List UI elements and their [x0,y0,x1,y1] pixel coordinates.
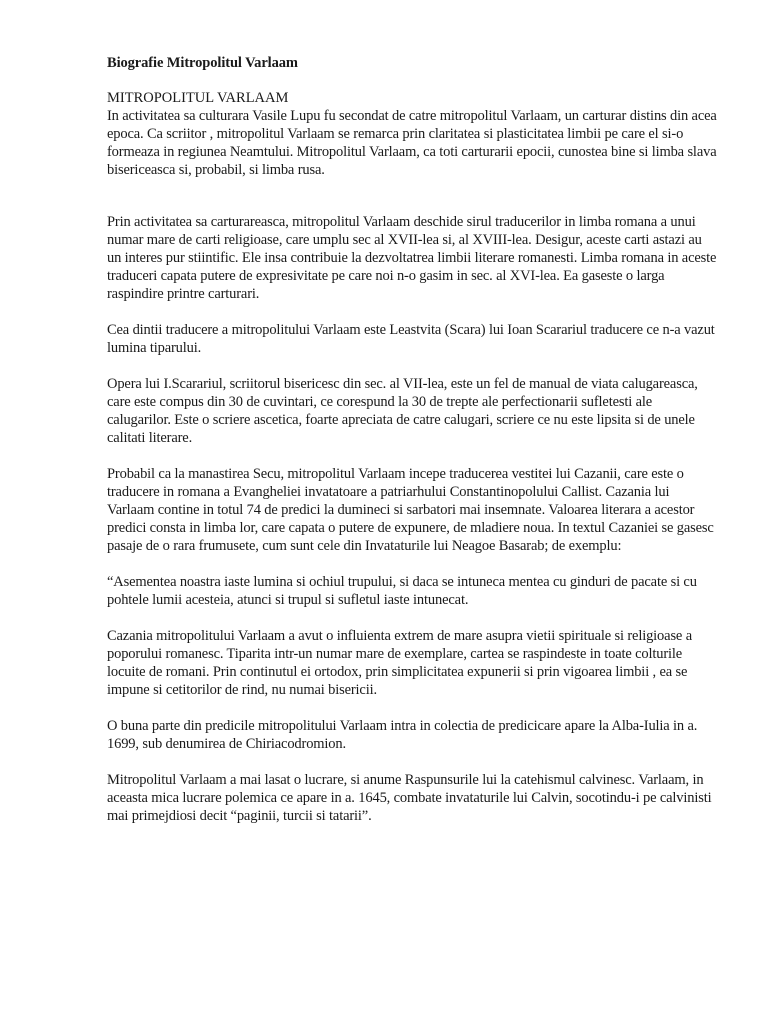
document-page [107,54,717,825]
paragraph-raspunsurile: Mitropolitul Varlaam a mai lasat o lucrare, si anume Raspunsurile lui la catehismul calvinesc. Varlaam, in aceasta mica lucrare polemica ce apare in a. 1645, combate invataturile lui Calvin, socotindu-i pe calvinisti mai primejdiosi decit “paginii, turcii si tatarii”. [107,772,712,824]
paragraph-activity: Prin activitatea sa carturareasca, mitropolitul Varlaam deschide sirul traducerilor in limba romana a unui numar mare de carti religioase, care umplu sec al XVII-lea si, al XVIII-lea. Desigur, aceste carti astazi au un interes pur stiintific. Ele insa contribuie la dezvoltatrea limbii literare romanesti. Limba romana in aceste traduceri capata putere de expresivitate pe care noi n-o gasim in sec. al XVI-lea. Ea gaseste o larga raspindire printre carturari. [107,214,717,302]
paragraph-scarariul: Opera lui I.Scarariul, scriitorul bisericesc din sec. al VII-lea, este un fel de manual de viata calugareasca, care este compus din 30 de cuvintari, ce corespund la 30 de trepte ale perfectionarii sufletesti ale calugarilor. Este o scriere ascetica, foarte apreciata de catre calugari, scriere ce nu este lipsita si de unele calitati literare. [107,376,698,446]
paragraph-chiriacodromion: O buna parte din predicile mitropolitului Varlaam intra in colectia de predicicare apare la Alba-Iulia in a. 1699, sub denumirea de Chiriacodromion. [107,718,698,752]
paragraph-influence: Cazania mitropolitului Varlaam a avut o influienta extrem de mare asupra vietii spirituale si religioase a poporului romanesc. Tiparita intr-un numar mare de exemplare, cartea se raspindeste in toate colturile locuite de romani. Prin continutul ei ortodox, prin simplicitatea expunerii si prin vigoarea limbii , ea se impune si cetitorilor de rind, nu numai bisericii. [107,628,692,698]
document-title: Biografie Mitropolitul Varlaam [107,55,298,71]
paragraph-first-translation: Cea dintii traducere a mitropolitului Varlaam este Leastvita (Scara) lui Ioan Scarariul traducere ce n-a vazut lumina tiparului. [107,322,715,356]
paragraph-quote: “Asementea noastra iaste lumina si ochiul trupului, si daca se intuneca mentea cu ginduri de pacate si cu pohtele lumii acesteia, atunci si trupul si sufletul iaste intunecat. [107,574,697,608]
paragraph-intro: In activitatea sa culturara Vasile Lupu fu secondat de catre mitropolitul Varlaam, un carturar distins din acea epoca. Ca scriitor , mitropolitul Varlaam se remarca prin claritatea si plasticitatea limbii pe care el si-o formeaza in regiunea Neamtului. Mitropolitul Varlaam, ca toti carturarii epocii, cunostea bine si limba slava bisericeasca si, probabil, si limba rusa. [107,108,717,178]
section-heading: MITROPOLITUL VARLAAM [107,90,289,106]
paragraph-cazania: Probabil ca la manastirea Secu, mitropolitul Varlaam incepe traducerea vestitei lui Cazanii, care este o traducere in romana a Evangheliei invatatoare a patriarhului Constantinopolului Callist. Cazania lui Varlaam contine in totul 74 de predici la dumineci si sarbatori mai insemnate. Valoarea literara a acestor predici consta in limba lor, care capata o putere de expunere, de mladiere noua. In textul Cazaniei se gasesc pasaje de o rara frumusete, cum sunt cele din Invataturile lui Neagoe Basarab; de exemplu: [107,466,714,554]
